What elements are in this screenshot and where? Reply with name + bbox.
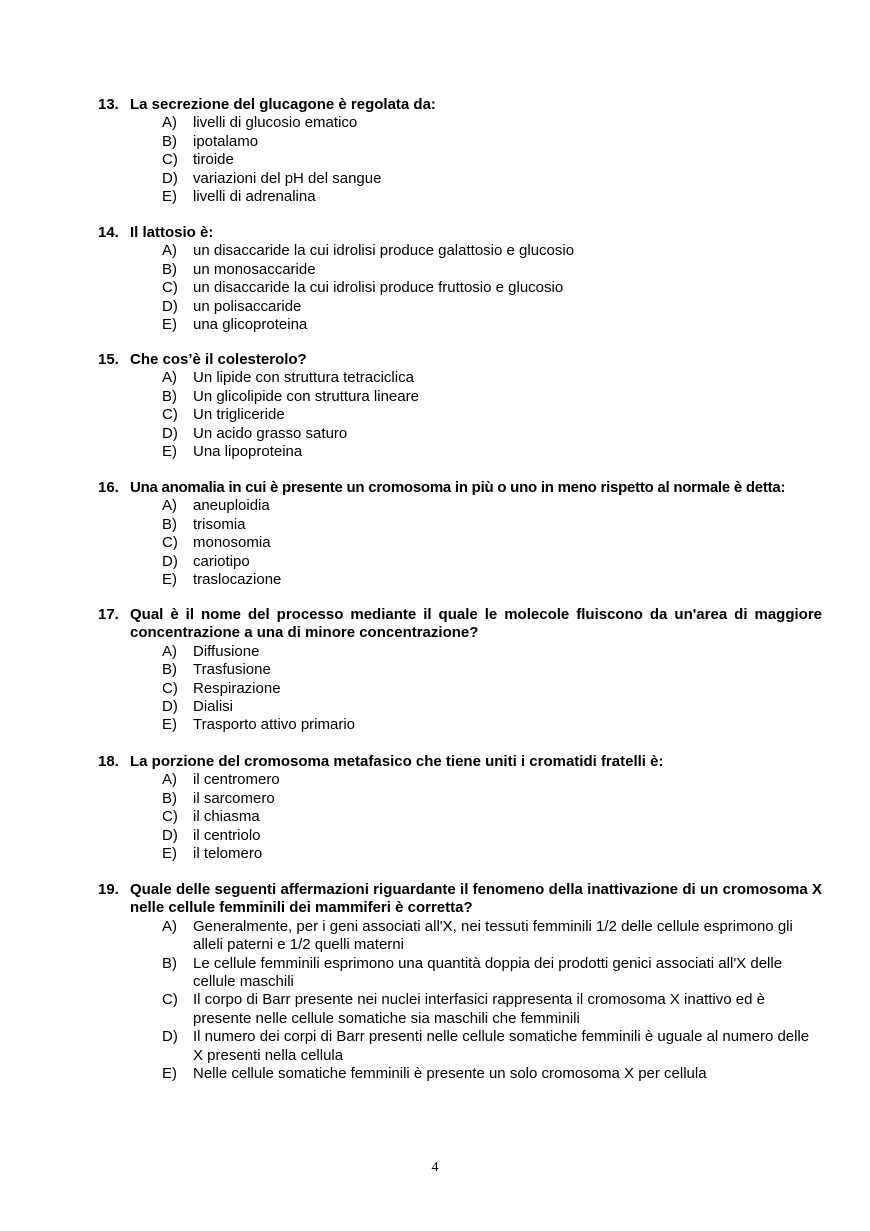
option-d: D) un polisaccaride bbox=[162, 297, 302, 315]
answer-options bbox=[98, 643, 822, 735]
question-text: Il lattosio è: bbox=[130, 224, 214, 241]
question-number: 17. bbox=[98, 606, 119, 623]
option-c: C) Un trigliceride bbox=[162, 406, 285, 424]
option-c: C) tiroide bbox=[162, 151, 234, 169]
question-text: Che cos’è il colesterolo? bbox=[130, 351, 307, 368]
question-15 bbox=[98, 351, 822, 461]
question-number: 14. bbox=[98, 224, 119, 241]
option-a: A) Un lipide con struttura tetraciclica bbox=[162, 369, 414, 387]
option-e: E) livelli di adrenalina bbox=[162, 188, 316, 206]
option-e: E) una glicoproteina bbox=[162, 316, 308, 334]
option-c: C) il chiasma bbox=[162, 808, 260, 826]
option-a: A) Generalmente, per i geni associati all'X, nei tessuti femminili 1/2 delle cellule esprimono gli alleli paterni e 1/2 quelli materni bbox=[162, 917, 793, 954]
option-b: B) Un glicolipide con struttura lineare bbox=[162, 387, 419, 405]
question-text: La porzione del cromosoma metafasico che tiene uniti i cromatidi fratelli è: bbox=[130, 753, 664, 770]
option-b: B) Trasfusione bbox=[162, 661, 271, 679]
option-e: E) il telomero bbox=[162, 845, 263, 863]
option-a: A) un disaccaride la cui idrolisi produce galattosio e glucosio bbox=[162, 242, 575, 260]
question-18 bbox=[98, 753, 822, 863]
option-c: C) Il corpo di Barr presente nei nuclei interfasici rappresenta il cromosoma X inattivo ed è presente nelle cellule somatiche sia maschili che femminili bbox=[162, 991, 765, 1027]
option-a: A) aneuploidia bbox=[162, 497, 270, 515]
answer-options bbox=[98, 771, 822, 863]
question-13 bbox=[98, 96, 822, 206]
option-b: B) ipotalamo bbox=[162, 132, 259, 150]
question-number: 15. bbox=[98, 351, 119, 368]
option-b: B) un monosaccaride bbox=[162, 260, 316, 278]
question-text: Quale delle seguenti affermazioni riguardante il fenomeno della inattivazione di un cromosoma X nelle cellule femminili dei mammiferi è corretta? bbox=[130, 881, 822, 917]
question-number: 16. bbox=[98, 479, 119, 496]
option-c: C) un disaccaride la cui idrolisi produce fruttosio e glucosio bbox=[162, 279, 564, 297]
option-e: E) Una lipoproteina bbox=[162, 443, 303, 461]
option-d: D) Il numero dei corpi di Barr presenti nelle cellule somatiche femminili è uguale al numero delle X presenti nella cellula bbox=[162, 1028, 810, 1064]
question-number: 13. bbox=[98, 96, 119, 113]
question-text: La secrezione del glucagone è regolata da: bbox=[130, 96, 436, 113]
option-b: B) Le cellule femminili esprimono una quantità doppia dei prodotti genici associati all'X delle cellule maschili bbox=[162, 954, 783, 991]
answer-options bbox=[98, 918, 822, 1084]
question-text: Una anomalia in cui è presente un cromosoma in più o uno in meno rispetto al normale è detta: bbox=[130, 479, 786, 496]
answer-options bbox=[98, 369, 822, 461]
option-d: D) il centriolo bbox=[162, 826, 261, 844]
option-a: A) il centromero bbox=[162, 771, 280, 789]
question-number: 18. bbox=[98, 753, 119, 770]
question-number: 19. bbox=[98, 881, 119, 898]
question-14 bbox=[98, 224, 822, 334]
option-a: A) Diffusione bbox=[162, 642, 260, 660]
option-d: D) variazioni del pH del sangue bbox=[162, 169, 382, 187]
option-c: C) Respirazione bbox=[162, 679, 281, 697]
option-a: A) livelli di glucosio ematico bbox=[162, 114, 358, 132]
question-19 bbox=[98, 881, 822, 1083]
option-d: D) Un acido grasso saturo bbox=[162, 424, 348, 442]
option-e: E) Nelle cellule somatiche femminili è presente un solo cromosoma X per cellula bbox=[162, 1065, 707, 1083]
option-e: E) Trasporto attivo primario bbox=[162, 716, 355, 734]
question-text: Qual è il nome del processo mediante il quale le molecole fluiscono da un'area di maggiore concentrazione a una di minore concentrazione? bbox=[130, 606, 822, 642]
answer-options bbox=[98, 114, 822, 206]
option-b: B) trisomia bbox=[162, 515, 246, 533]
question-16 bbox=[98, 479, 822, 589]
question-17 bbox=[98, 606, 822, 735]
option-d: D) Dialisi bbox=[162, 698, 234, 716]
option-d: D) cariotipo bbox=[162, 552, 250, 570]
answer-options bbox=[98, 497, 822, 589]
option-b: B) il sarcomero bbox=[162, 789, 275, 807]
option-e: E) traslocazione bbox=[162, 571, 282, 589]
page-number: 4 bbox=[431, 1160, 439, 1175]
option-c: C) monosomia bbox=[162, 534, 271, 552]
answer-options bbox=[98, 242, 822, 334]
